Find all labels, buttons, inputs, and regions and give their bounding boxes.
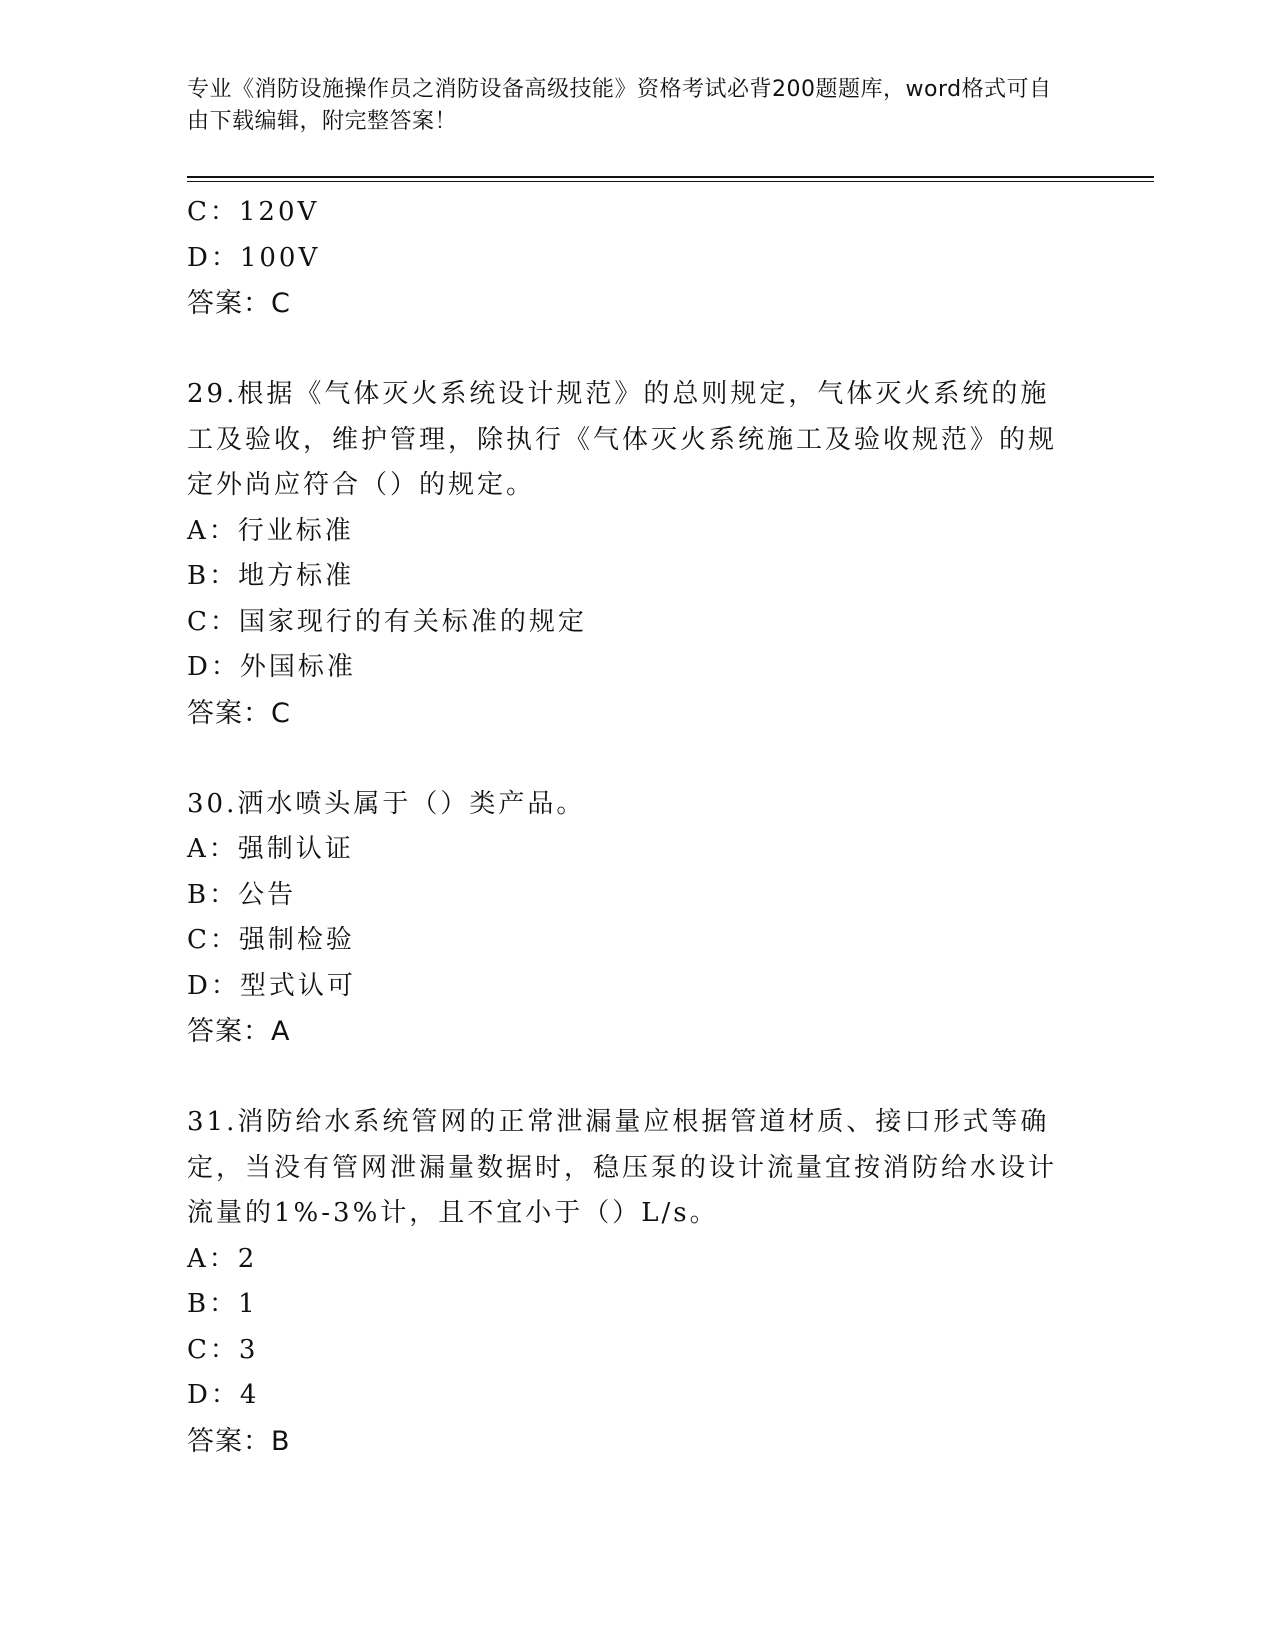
option-c: C：强制检验 [187,925,355,955]
question-29-stem: 29.根据《气体灭火系统设计规范》的总则规定，气体灭火系统的施工及验收，维护管理，除执行《气体灭火系统施工及验收规范》的规定外尚应符合（）的规定。 [187,379,1058,500]
answer: 答案：C [187,288,291,319]
option-b: B：地方标准 [187,561,355,591]
answer: 答案：C [187,697,291,729]
option-c: C：120V [187,197,320,227]
option-a: A：行业标准 [187,515,354,546]
option-d: D：型式认可 [187,970,356,1001]
spacer [187,1055,1087,1101]
option-b: B：1 [187,1289,258,1319]
option-d: D：4 [187,1380,260,1410]
question-30-stem: 30.洒水喷头属于（）类产品。 [187,788,586,819]
answer: 答案：B [187,1425,291,1457]
document-header: 专业《消防设施操作员之消防设备高级技能》资格考试必背200题题库，word格式可自由下载编辑，附完整答案！ [187,77,1052,134]
header-divider-thin [187,181,1154,182]
question-list [187,190,1087,1464]
option-d: D：外国标准 [187,652,356,682]
option-c: C：3 [187,1334,259,1365]
spacer [187,327,1087,373]
option-a: A：强制认证 [187,834,354,864]
spacer [187,736,1087,782]
question-31-stem: 31.消防给水系统管网的正常泄漏量应根据管道材质、接口形式等确定，当没有管网泄漏量数据时，稳压泵的设计流量宜按消防给水设计流量的1%-3%计，且不宜小于（）L/s。 [187,1107,1058,1228]
option-c: C：国家现行的有关标准的规定 [187,606,587,637]
answer: 答案：A [187,1016,291,1047]
option-a: A：2 [187,1243,258,1274]
option-b: B：公告 [187,879,297,910]
option-d: D：100V [187,242,321,273]
header-divider [187,176,1154,178]
